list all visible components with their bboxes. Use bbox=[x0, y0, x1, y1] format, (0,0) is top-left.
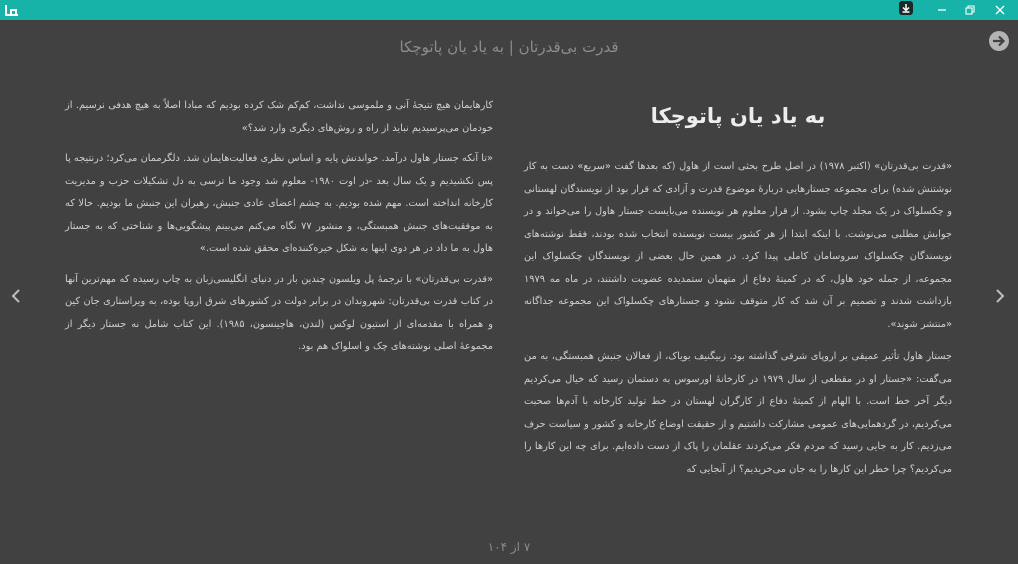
maximize-icon bbox=[964, 1, 976, 20]
paragraph: جستار هاول تأثیر عمیقی بر اروپای شرقی گذاشته بود. زبیگنیف بویاک، از فعالان جنبش همبستگی، به من می‌گفت: «جستار او در مقطعی از سال ۱۹۷۹ در کارخانهٔ اورسوس به دستمان رسید که خیال می‌کردیم دیگر آخر خط است. با الهام از کمیتهٔ دفاع از کارگران لهستان در خط تولید کارخانه با آدم‌ها صحبت می‌کردیم، در گردهمایی‌های عمومی مشارکت داشتیم و از حقیقت اوضاع کارخانه و کشور و سیاست حرف می‌زدیم. کار به جایی رسید که مردم فکر می‌کردند عقلمان را پاک از دست داده‌ایم. برای چه این کارها را می‌کردیم؟ چرا خطر این کارها را به جان می‌خریدیم؟ از آنجایی که bbox=[524, 351, 952, 475]
arrow-right-circle-icon bbox=[988, 37, 1010, 56]
chevron-right-icon bbox=[992, 293, 1008, 312]
text-column-right bbox=[524, 156, 952, 481]
paragraph: «تا آنکه جستار هاول درآمد. خواندنش پایه و اساس نظری فعالیت‌هایمان شد. دلگرممان می‌کرد؛ درنتیجه پا پس نکشیدیم و یک سال بعد -در اوت ۱۹۸۰- معلوم شد وجود ما ترسی به دل تشکیلات حزب و مدیریت کارخانه انداخته است. مهم شده بودیم. به چشم اعضای عادی جنبش، رهبران این جنبش ما بودیم. حالا که به موفقیت‌های جنبش همبستگی، و منشور ۷۷ نگاه می‌کنم می‌بینم پیشگویی‌ها و شناختی که به جستار هاول به ما داد در هر دوی اینها به شکل خیره‌کننده‌ای محقق شده است.» bbox=[65, 153, 493, 254]
next-page-button[interactable] bbox=[992, 284, 1008, 308]
chapter-title: به یاد یان پاتوچکا bbox=[650, 104, 826, 128]
page-indicator: ۷ از ۱۰۴ bbox=[487, 540, 531, 554]
app-logo-icon bbox=[3, 1, 21, 19]
close-icon bbox=[994, 1, 1006, 20]
minimize-icon bbox=[936, 1, 948, 20]
running-header: قدرت بی‌قدرتان | به یاد یان پاتوچکا bbox=[399, 38, 619, 56]
maximize-button[interactable] bbox=[955, 0, 985, 20]
chevron-left-icon bbox=[8, 293, 24, 312]
paragraph: «قدرت بی‌قدرتان» (اکتبر ۱۹۷۸) در اصل طرح بحثی است از هاول (که بعدها گفت «سریع» دست به کار نوشتنش شده) برای مجموعه جستارهایی دربارهٔ موضوع قدرت و آزادی که قرار بود از نویسندگان لهستانی و چکسلواک در یک مجلد چاپ بشود. از قرار معلوم هر نویسنده می‌بایست جستار هاول را می‌خواند و در جوابش مطلبی می‌نوشت. با اینکه ابتدا از هر کشور بیست نویسنده انتخاب شده بودند، فقط نوشته‌های نویسندگان چکسلواک سروسامان کاملی پیدا کرد. در همین حال بعضی از نویسندگان چکسلواک این مجموعه، از جمله خود هاول، که در کمیتهٔ دفاع از متهمان ستمدیده عضویت داشتند، در ماه مه ۱۹۷۹ بازداشت شدند و تصمیم بر آن شد که کار متوقف نشود و جستارهای چکسلواک این مجموعه جداگانه «منتشر شوند». bbox=[524, 161, 952, 330]
prev-page-button[interactable] bbox=[8, 284, 24, 308]
minimize-button[interactable] bbox=[927, 0, 957, 20]
download-icon bbox=[898, 0, 914, 20]
download-button[interactable] bbox=[891, 0, 921, 20]
forward-button[interactable] bbox=[988, 30, 1010, 52]
window-titlebar bbox=[0, 0, 1018, 20]
text-column-left bbox=[65, 95, 493, 359]
close-button[interactable] bbox=[985, 0, 1015, 20]
paragraph: «قدرت بی‌قدرتان» با ترجمهٔ پل ویلسون چندین بار در دنیای انگلیسی‌زبان به چاپ رسیده که مهم‌ترین آنها در کتاب قدرت بی‌قدرتان: شهروندان در برابر دولت در کشورهای شرق اروپا بوده، به ویراستاری جان کین و همراه با مقدمه‌ای از استیون لوکس (لندن، هاچینسون، ۱۹۸۵). این کتاب شامل نه جستار دیگر از مجموعهٔ اصلی نوشته‌های چک و اسلواک هم بود. bbox=[65, 273, 493, 352]
paragraph: کارهایمان هیچ نتیجهٔ آنی و ملموسی نداشت، کم‌کم شک کرده بودیم که مبادا اصلاً به هیچ هدفی نرسیم. از خودمان می‌پرسیدیم نباید از راه و روش‌های دیگری وارد شد؟» bbox=[65, 100, 493, 134]
